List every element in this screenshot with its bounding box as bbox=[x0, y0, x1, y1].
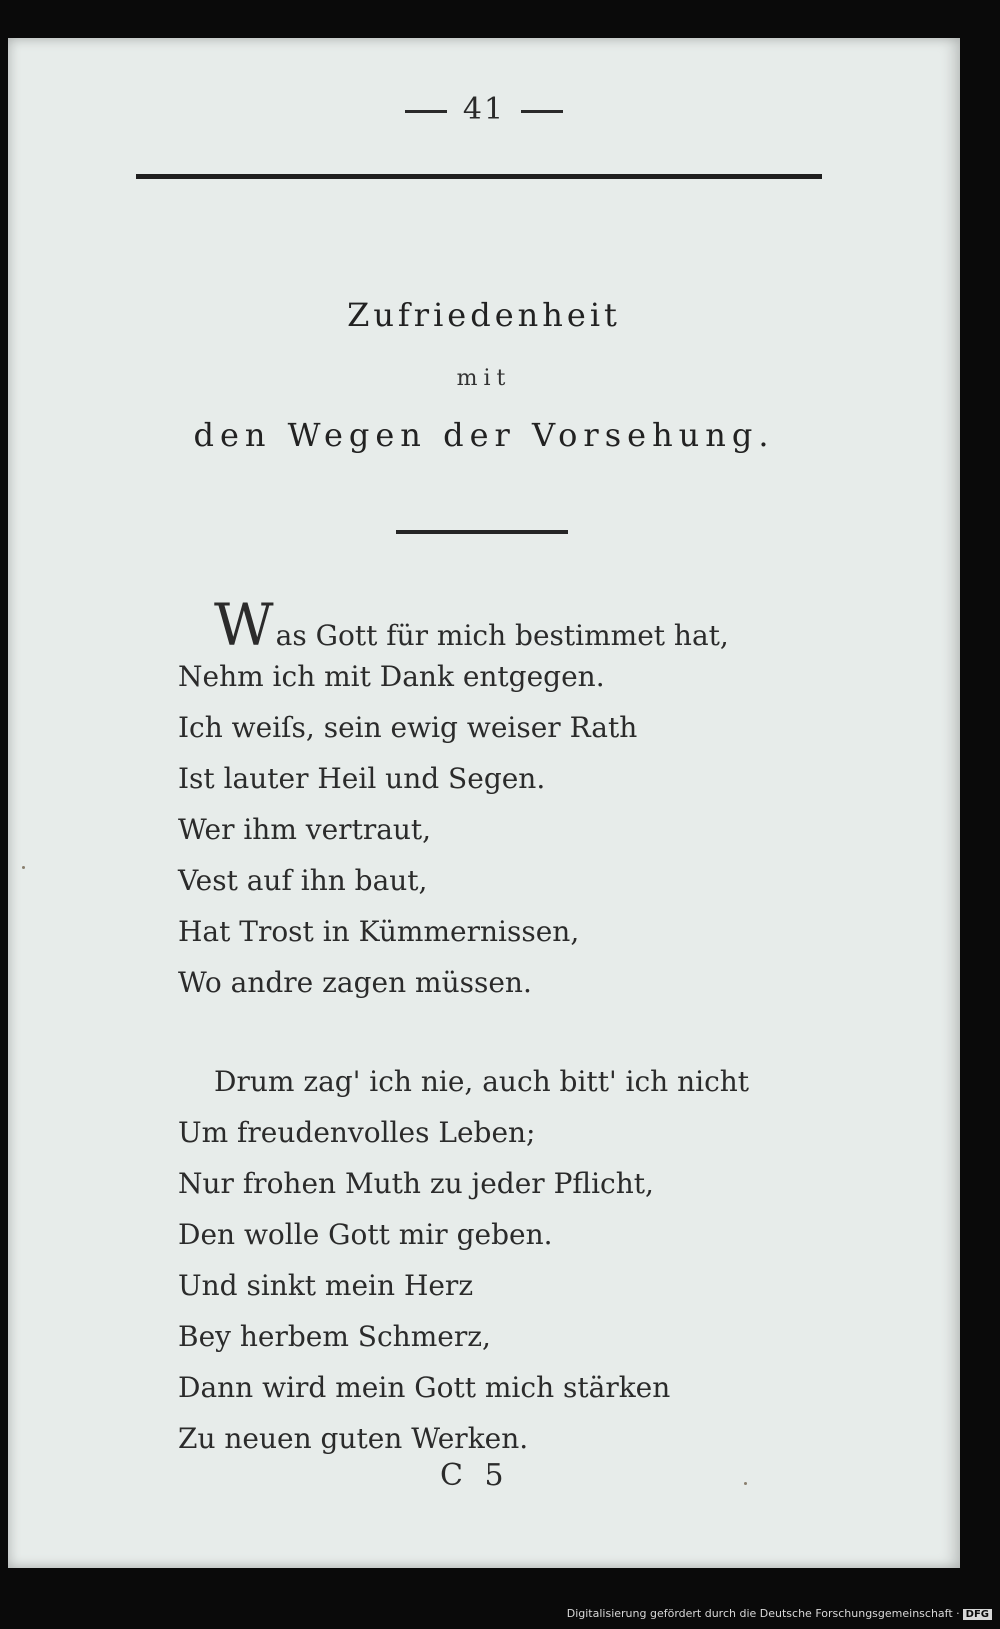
poem-title-line-1: Zufriedenheit bbox=[347, 296, 621, 334]
verse-line: Den wolle Gott mir geben. bbox=[178, 1218, 553, 1251]
stanza-2 bbox=[178, 1056, 838, 1464]
verse-line: Hat Trost in Kümmernissen, bbox=[178, 915, 580, 948]
verse-line: Wer ihm vertraut, bbox=[178, 813, 432, 846]
verse-line: Zu neuen guten Werken. bbox=[178, 1422, 529, 1455]
verse-line: Vest auf ihn baut, bbox=[178, 864, 428, 897]
dfg-logo: DFG bbox=[963, 1609, 992, 1620]
verse-line: Drum zag' ich nie, auch bitt' ich nicht bbox=[214, 1065, 750, 1098]
header-dash-right bbox=[521, 110, 563, 113]
footer-text: Digitalisierung gefördert durch die Deutsche Forschungsgemeinschaft · bbox=[566, 1607, 960, 1620]
header-rule bbox=[136, 174, 822, 179]
page-number: 41 bbox=[462, 92, 506, 127]
header-dash-left bbox=[405, 110, 447, 113]
verse-line bbox=[178, 591, 838, 659]
verse-line: Wo andre zagen müssen. bbox=[178, 966, 532, 999]
title-divider bbox=[396, 530, 568, 534]
digitization-footer bbox=[567, 1607, 992, 1620]
verse-line-text: as Gott für mich bestimmet hat, bbox=[275, 619, 729, 652]
verse-line: Ich weiſs, sein ewig weiser Rath bbox=[178, 711, 638, 744]
drop-cap: W bbox=[214, 591, 274, 659]
verse-line: Bey herbem Schmerz, bbox=[178, 1320, 491, 1353]
book-page bbox=[8, 38, 960, 1568]
verse-line: Nehm ich mit Dank entgegen. bbox=[178, 660, 605, 693]
stanza-1 bbox=[178, 591, 838, 1008]
page-header bbox=[8, 92, 960, 127]
poem-title-line-3: den Wegen der Vorsehung. bbox=[193, 416, 775, 454]
verse-line: Und sinkt mein Herz bbox=[178, 1269, 474, 1302]
verse-line: Ist lauter Heil und Segen. bbox=[178, 762, 546, 795]
poem-title-line-2: mit bbox=[456, 366, 512, 391]
verse-line: Dann wird mein Gott mich stärken bbox=[178, 1371, 671, 1404]
paper-speck bbox=[22, 866, 25, 869]
paper-speck bbox=[744, 1482, 747, 1485]
verse-line: Um freudenvolles Leben; bbox=[178, 1116, 536, 1149]
verse-line: Nur frohen Muth zu jeder Pflicht, bbox=[178, 1167, 654, 1200]
signature-mark: C 5 bbox=[440, 1458, 510, 1493]
